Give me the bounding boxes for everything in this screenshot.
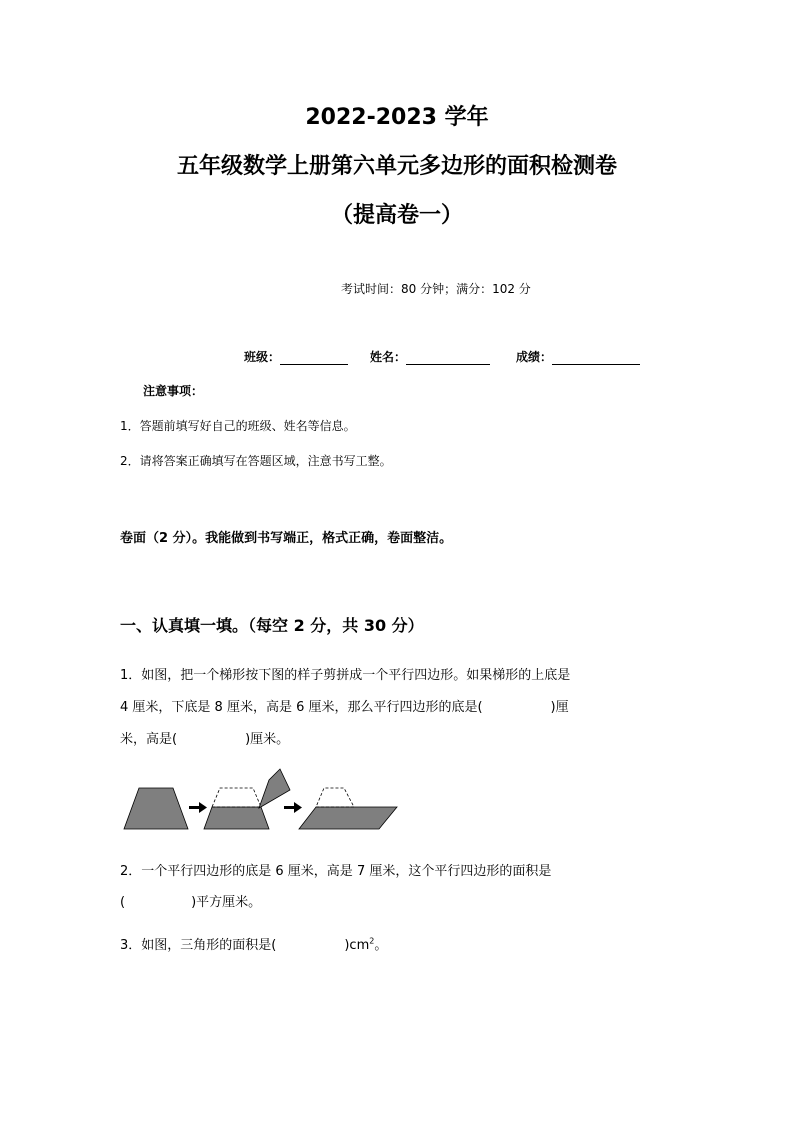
parallelogram-shape [299, 807, 397, 829]
class-field [244, 348, 348, 365]
class-label: 班级： [244, 350, 281, 364]
q3-text: 3．如图，三角形的面积是( [120, 938, 277, 953]
q1-line2-end: )厘 [550, 700, 569, 715]
q3-unit-exponent: 2 [369, 936, 375, 946]
trapezoid-figure [118, 764, 403, 836]
rotated-piece [259, 769, 290, 808]
q1-line2 [120, 696, 569, 715]
section1-heading: 一、认真填一填。（每空 2 分，共 30 分） [120, 616, 424, 635]
exam-subtitle: （提高卷一） [330, 203, 463, 228]
q1-line3 [120, 728, 289, 747]
q2-line2 [120, 891, 261, 910]
score-label: 成绩： [516, 350, 553, 364]
trapezoid-cut-top [212, 788, 261, 807]
q1-line3-end: )厘米。 [245, 732, 290, 747]
exam-info: 考试时间：80 分钟；满分：102 分 [341, 282, 531, 296]
score-field [516, 348, 640, 365]
q1-line2-text: 4 厘米，下底是 8 厘米，高是 6 厘米，那么平行四边形的底是( [120, 700, 483, 715]
trapezoid-bottom-part [204, 807, 269, 829]
parallelogram-dashed-top [316, 788, 354, 807]
q1-line3-text: 米，高是( [120, 732, 178, 747]
notes-heading: 注意事项： [143, 384, 204, 398]
q2-line2-end: )平方厘米。 [191, 895, 262, 910]
exam-title: 五年级数学上册第六单元多边形的面积检测卷 [176, 154, 617, 179]
q3-unit: )cm [344, 938, 370, 953]
q2-line1: 2．一个平行四边形的底是 6 厘米，高是 7 厘米，这个平行四边形的面积是 [120, 864, 552, 879]
q1-line1: 1．如图，把一个梯形按下图的样子剪拼成一个平行四边形。如果梯形的上底是 [120, 668, 571, 683]
name-blank[interactable] [406, 351, 490, 365]
trapezoid-shape [124, 788, 188, 829]
class-blank[interactable] [280, 351, 348, 365]
q3-line1 [120, 934, 387, 953]
arrow-right-icon [284, 802, 302, 813]
exam-year: 2022-2023 学年 [305, 105, 489, 130]
neatness-statement: 卷面（2 分）。我能做到书写端正，格式正确，卷面整洁。 [120, 531, 453, 546]
name-label: 姓名： [370, 350, 407, 364]
q2-line2-open: ( [120, 895, 126, 910]
notes-item-1: 1．答题前填写好自己的班级、姓名等信息。 [120, 419, 356, 433]
name-field [370, 348, 490, 365]
notes-item-2: 2．请将答案正确填写在答题区域，注意书写工整。 [120, 454, 392, 468]
score-blank[interactable] [552, 351, 640, 365]
arrow-right-icon [189, 802, 207, 813]
q3-end: 。 [374, 938, 388, 953]
